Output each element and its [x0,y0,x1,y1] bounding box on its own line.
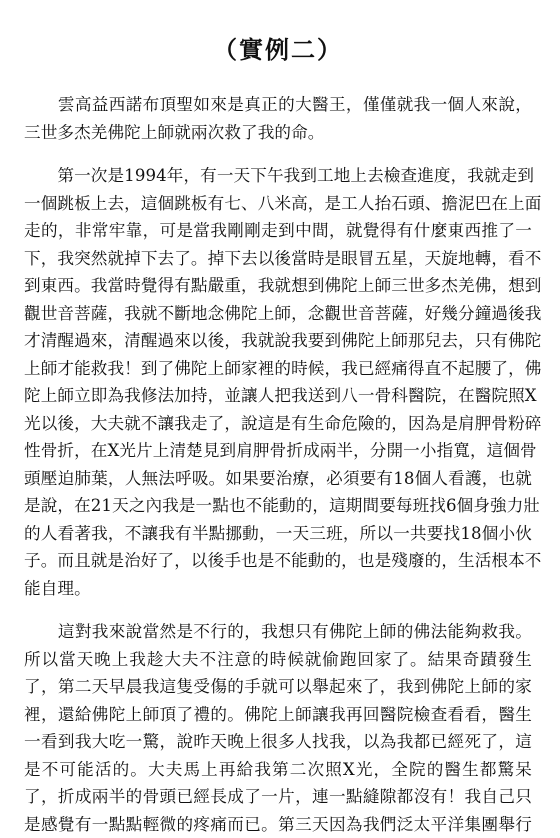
text-line: 了，第二天早晨我這隻受傷的手就可以舉起來了，我到佛陀上師的家 [24,673,532,701]
paragraph-1 [24,91,532,146]
text-line: 一個跳板上去，這個跳板有七、八米高，是工人抬石頭、擔泥巴在上面 [24,190,532,218]
text-line: 性骨折，在X光片上清楚見到肩胛骨折成兩半，分開一小指寬，這個骨 [24,437,532,465]
text-line: 三世多杰羌佛陀上師就兩次救了我的命。 [24,119,532,147]
text-line: 是說，在21天之內我是一點也不能動的，這期間要每班找6個身強力壯 [24,492,532,520]
text-line: 的人看著我，不讓我有半點挪動，一天三班，所以一共要找18個小伙 [24,520,532,548]
text-line: 第一次是1994年，有一天下午我到工地上去檢查進度，我就走到 [24,162,532,190]
text-line: 了，折成兩半的骨頭已經長成了一片，連一點縫隙都沒有！我自己只 [24,783,532,811]
text-line: 走的，非常牢靠，可是當我剛剛走到中間，就覺得有什麼東西推了一 [24,217,532,245]
text-line: 陀上師立即為我修法加持，並讓人把我送到八一骨科醫院，在醫院照X [24,382,532,410]
text-line: 才清醒過來，清醒過來以後，我就說我要到佛陀上師那兒去，只有佛陀 [24,327,532,355]
paragraph-3 [24,618,532,838]
text-line: 觀世音菩薩，我就不斷地念佛陀上師，念觀世音菩薩，好幾分鐘過後我 [24,300,532,328]
text-line: 光以後，大夫就不讓我走了，說這是有生命危險的，因為是肩胛骨粉碎 [24,410,532,438]
text-line: 一看到我大吃一驚，說昨天晚上很多人找我，以為我都已經死了，這 [24,728,532,756]
text-line: 是不可能活的。大夫馬上再給我第二次照X光，全院的醫生都驚呆 [24,756,532,784]
paragraph-2 [24,162,532,602]
text-line: 雲高益西諾布頂聖如來是真正的大醫王，僅僅就我一個人來說， [24,91,532,119]
text-line: 頭壓迫肺葉，人無法呼吸。如果要治療，必須要有18個人看護，也就 [24,465,532,493]
page-title: （實例二） [24,30,532,65]
text-line: 上師才能救我！到了佛陀上師家裡的時候，我已經痛得直不起腰了，佛 [24,355,532,383]
text-line: 裡，還給佛陀上師頂了禮的。佛陀上師讓我再回醫院檢查看看，醫生 [24,701,532,729]
text-line: 這對我來說當然是不行的，我想只有佛陀上師的佛法能夠救我。 [24,618,532,646]
text-line: 是感覺有一點點輕微的疼痛而已。第三天因為我們泛太平洋集團舉行 [24,811,532,838]
text-line: 下，我突然就掉下去了。掉下去以後當時是眼冒五星，天旋地轉，看不 [24,245,532,273]
text-line: 子。而且就是治好了，以後手也是不能動的，也是殘廢的，生活根本不 [24,547,532,575]
text-line: 能自理。 [24,575,532,603]
text-line: 到東西。我當時覺得有點嚴重，我就想到佛陀上師三世多杰羌佛，想到 [24,272,532,300]
text-line: 所以當天晚上我趁大夫不注意的時候就偷跑回家了。結果奇蹟發生 [24,646,532,674]
